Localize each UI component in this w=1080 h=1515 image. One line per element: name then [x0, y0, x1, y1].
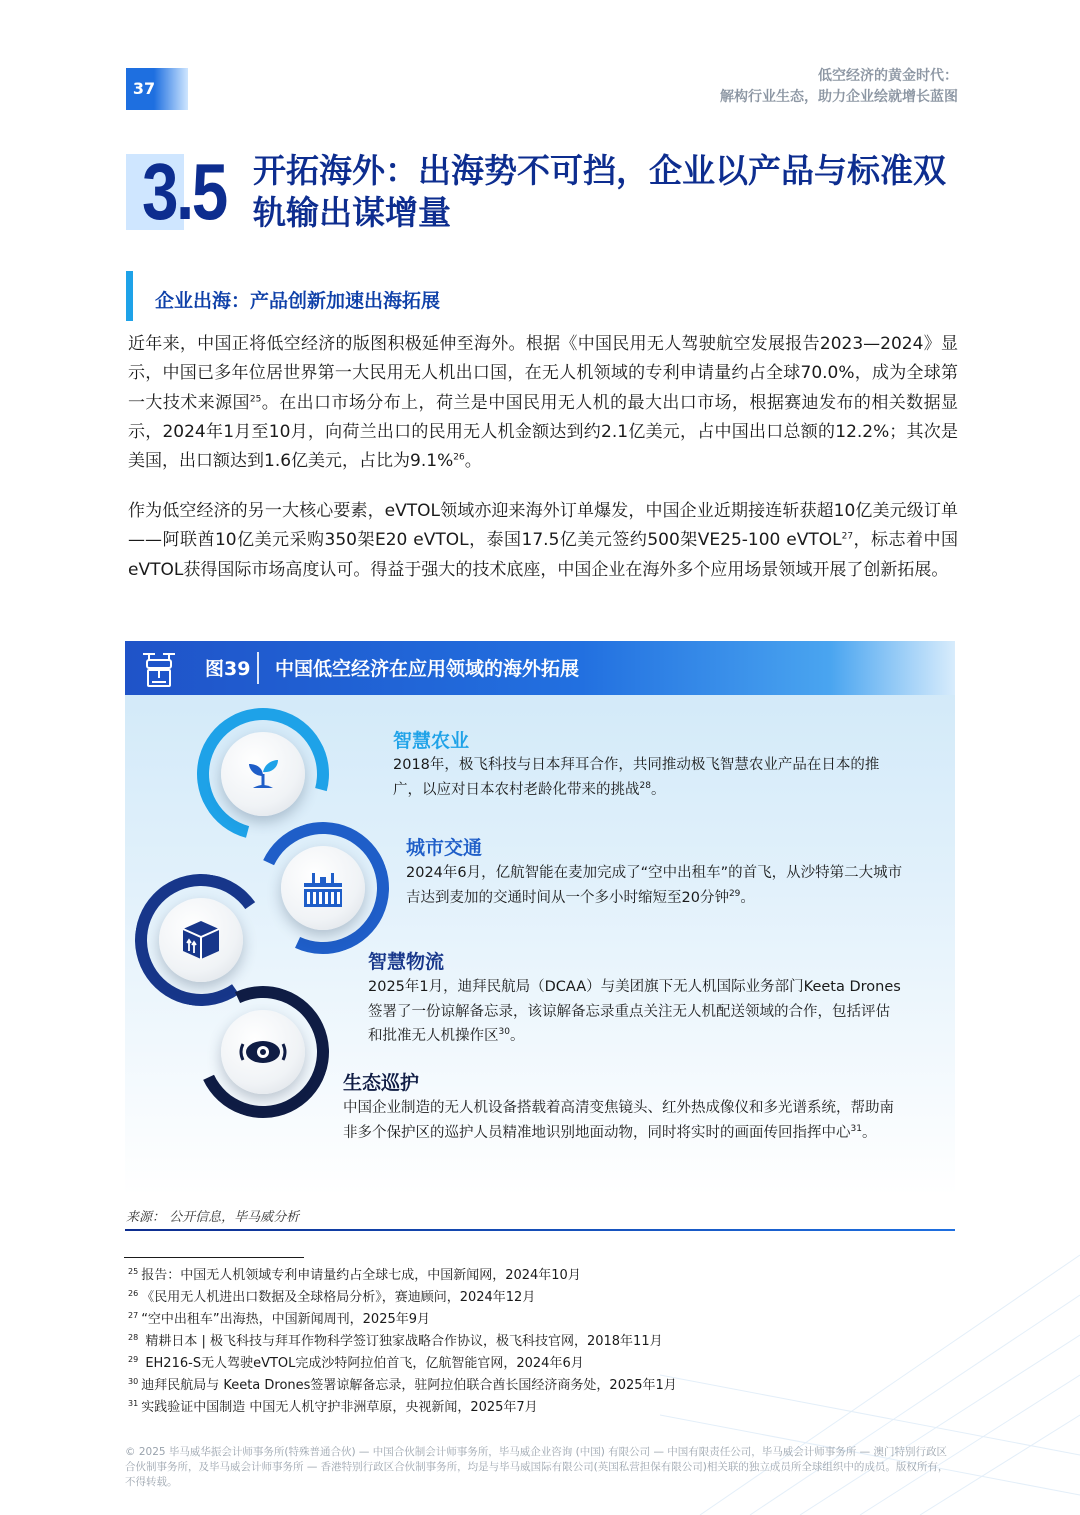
- footnote-text: 迪拜民航局与 Keeta Drones签署谅解备忘录，驻阿拉伯联合酋长国经济商务处，2025年1月: [141, 1378, 677, 1393]
- item-desc-text: 2024年6月，亿航智能在麦加完成了“空中出租车”的首飞，从沙特第二大城市吉达到麦加的交通时间从一个多小时缩短至20分钟: [406, 865, 903, 906]
- city-building-icon: [298, 863, 348, 913]
- footnote-ref[interactable]: 31: [850, 1123, 862, 1134]
- item-desc-period: 。: [650, 781, 666, 798]
- paragraph-text: 。: [464, 451, 482, 472]
- footnote-ref[interactable]: 30: [498, 1027, 510, 1038]
- item-desc-period: 。: [509, 1028, 525, 1044]
- footnote-text: EH216-S无人驾驶eVTOL完成沙特阿拉伯首飞，亿航智能官网，2024年6月: [141, 1356, 584, 1371]
- paragraph-text: 作为低空经济的另一大核心要素，eVTOL领域亦迎来海外订单爆发，中国企业近期接连斩获超10亿美元级订单——阿联酋10亿美元采购350架E20 eVTOL，泰国17.5亿美元签约500架VE25-100 eVTOL: [128, 501, 958, 551]
- section-number: 3.5: [142, 147, 226, 236]
- footnote-number: 28: [128, 1332, 139, 1342]
- figure-39: [125, 641, 955, 1196]
- figure-header-divider: [257, 652, 259, 684]
- footnote-ref[interactable]: 28: [639, 780, 651, 791]
- item-desc-text: 2025年1月，迪拜民航局（DCAA）与美团旗下无人机国际业务部门Keeta Drones签署了一份谅解备忘录，该谅解备忘录重点关注无人机配送领域的合作，包括评估和批准无人机操作区: [368, 979, 901, 1044]
- running-title-line1: 低空经济的黄金时代：: [818, 68, 958, 84]
- running-title-line2: 解构行业生态，助力企业绘就增长蓝图: [720, 89, 958, 105]
- footnote-29: [128, 1353, 584, 1375]
- item-desc-text: 2018年，极飞科技与日本拜耳合作，共同推动极飞智慧农业产品在日本的推广，以应对日本农村老龄化带来的挑战: [393, 757, 880, 798]
- subsection-accent-bar: [126, 271, 133, 321]
- footnote-number: 31: [128, 1398, 139, 1408]
- page-number-badge: [126, 68, 188, 110]
- disc-logistics: [159, 898, 243, 982]
- item-desc-patrol: [343, 1096, 908, 1145]
- item-desc-logistics: [368, 975, 903, 1049]
- figure-label: 图39: [205, 658, 251, 680]
- footnote-ref[interactable]: 29: [728, 888, 741, 899]
- legal-notice: © 2025 毕马威华振会计师事务所(特殊普通合伙) — 中国合伙制会计师事务所，毕马威企业咨询 (中国) 有限公司 — 中国有限责任公司，毕马威会计师事务所 — 澳门特别行政区合伙制事务所，及毕马威会计师事务所 — 香港特别行政区合伙制事务所，均是与毕马威国际有限公司(英国私营担保有限公司)相关联的独立成员所全球组织中的成员。版权所有，不得转载。: [125, 1446, 949, 1488]
- item-desc-period: 。: [861, 1124, 877, 1141]
- item-title-transport: 城市交通: [406, 837, 483, 859]
- item-desc-transport: [406, 861, 906, 910]
- paragraph-text: ，标志着中国eVTOL获得国际市场高度认可。得益于强大的技术底座，中国企业在海外多个应用场景领域开展了创新拓展。: [128, 530, 958, 580]
- footnote-number: 27: [128, 1310, 139, 1320]
- subsection-title: 企业出海：产品创新加速出海拓展: [155, 290, 441, 312]
- footnote-number: 30: [128, 1376, 139, 1386]
- footnote-rule: [124, 1257, 304, 1258]
- disc-transport: [281, 846, 365, 930]
- figure-header-bar: [125, 641, 955, 695]
- item-title-patrol: 生态巡护: [343, 1072, 420, 1094]
- figure-title: 中国低空经济在应用领域的海外拓展: [275, 658, 580, 680]
- item-title-logistics: 智慧物流: [368, 951, 445, 973]
- footnote-text: 报告：中国无人机领域专利申请量约占全球七成，中国新闻网，2024年10月: [141, 1268, 581, 1283]
- footnote-31: [128, 1397, 538, 1419]
- section-title: 开拓海外：出海势不可挡，企业以产品与标准双轨输出谋增量: [253, 151, 946, 232]
- body-paragraph-2: [128, 497, 958, 585]
- page-number: 37: [132, 79, 156, 98]
- footnote-ref[interactable]: 25: [249, 393, 262, 404]
- item-desc-text: 中国企业制造的无人机设备搭载着高清变焦镜头、红外热成像仪和多光谱系统，帮助南非多个保护区的巡护人员精准地识别地面动物，同时将实时的画面传回指挥中心: [343, 1100, 894, 1141]
- item-desc-agriculture: [393, 753, 903, 802]
- footnote-text: 《民用无人机进出口数据及全球格局分析》，赛迪顾问，2024年12月: [141, 1290, 536, 1305]
- footnote-30: [128, 1375, 677, 1397]
- footnote-28: [128, 1331, 663, 1353]
- running-header: [720, 66, 958, 108]
- footnote-number: 29: [128, 1354, 139, 1364]
- footnote-27: [128, 1309, 430, 1331]
- footnote-ref[interactable]: 27: [841, 531, 854, 542]
- footnote-number: 25: [128, 1266, 139, 1276]
- disc-agriculture: [221, 732, 305, 816]
- footnote-text: “空中出租车”出海热，中国新闻周刊，2025年9月: [141, 1312, 431, 1327]
- item-desc-period: 。: [740, 889, 755, 906]
- paragraph-text: 。在出口市场分布上，荷兰是中国民用无人机的最大出口市场，根据赛迪发布的相关数据显示，2024年1月至10月，向荷兰出口的民用无人机金额达到约2.1亿美元，占中国出口总额的12.2%；其次是美国，出口额达到1.6亿美元，占比为9.1%: [128, 392, 959, 472]
- footnote-ref[interactable]: 26: [453, 452, 465, 463]
- sprout-icon: [243, 754, 283, 794]
- footnote-text: 精耕日本 | 极飞科技与拜耳作物科学签订独家战略合作协议，极飞科技官网，2018年11月: [141, 1334, 663, 1349]
- body-paragraph-1: [128, 330, 958, 476]
- footnote-25: [128, 1265, 581, 1287]
- item-title-agriculture: 智慧农业: [393, 730, 470, 752]
- footnote-number: 26: [128, 1288, 139, 1298]
- paragraph-text: 近年来，中国正将低空经济的版图积极延伸至海外。根据《中国民用无人驾驶航空发展报告2023—2024》显示，中国已多年位居世界第一大民用无人机出口国，在无人机领域的专利申请量约占全球70.0%，成为全球第一大技术来源国: [128, 334, 958, 413]
- drone-icon: [137, 646, 181, 690]
- disc-patrol: [221, 1010, 305, 1094]
- package-box-icon: [178, 917, 224, 963]
- footnote-26: [128, 1287, 535, 1309]
- surveillance-camera-icon: [238, 1032, 288, 1072]
- footnote-text: 实践验证中国制造 中国无人机守护非洲草原，央视新闻，2025年7月: [141, 1400, 538, 1415]
- figure-source: 来源： 公开信息，毕马威分析: [126, 1210, 300, 1225]
